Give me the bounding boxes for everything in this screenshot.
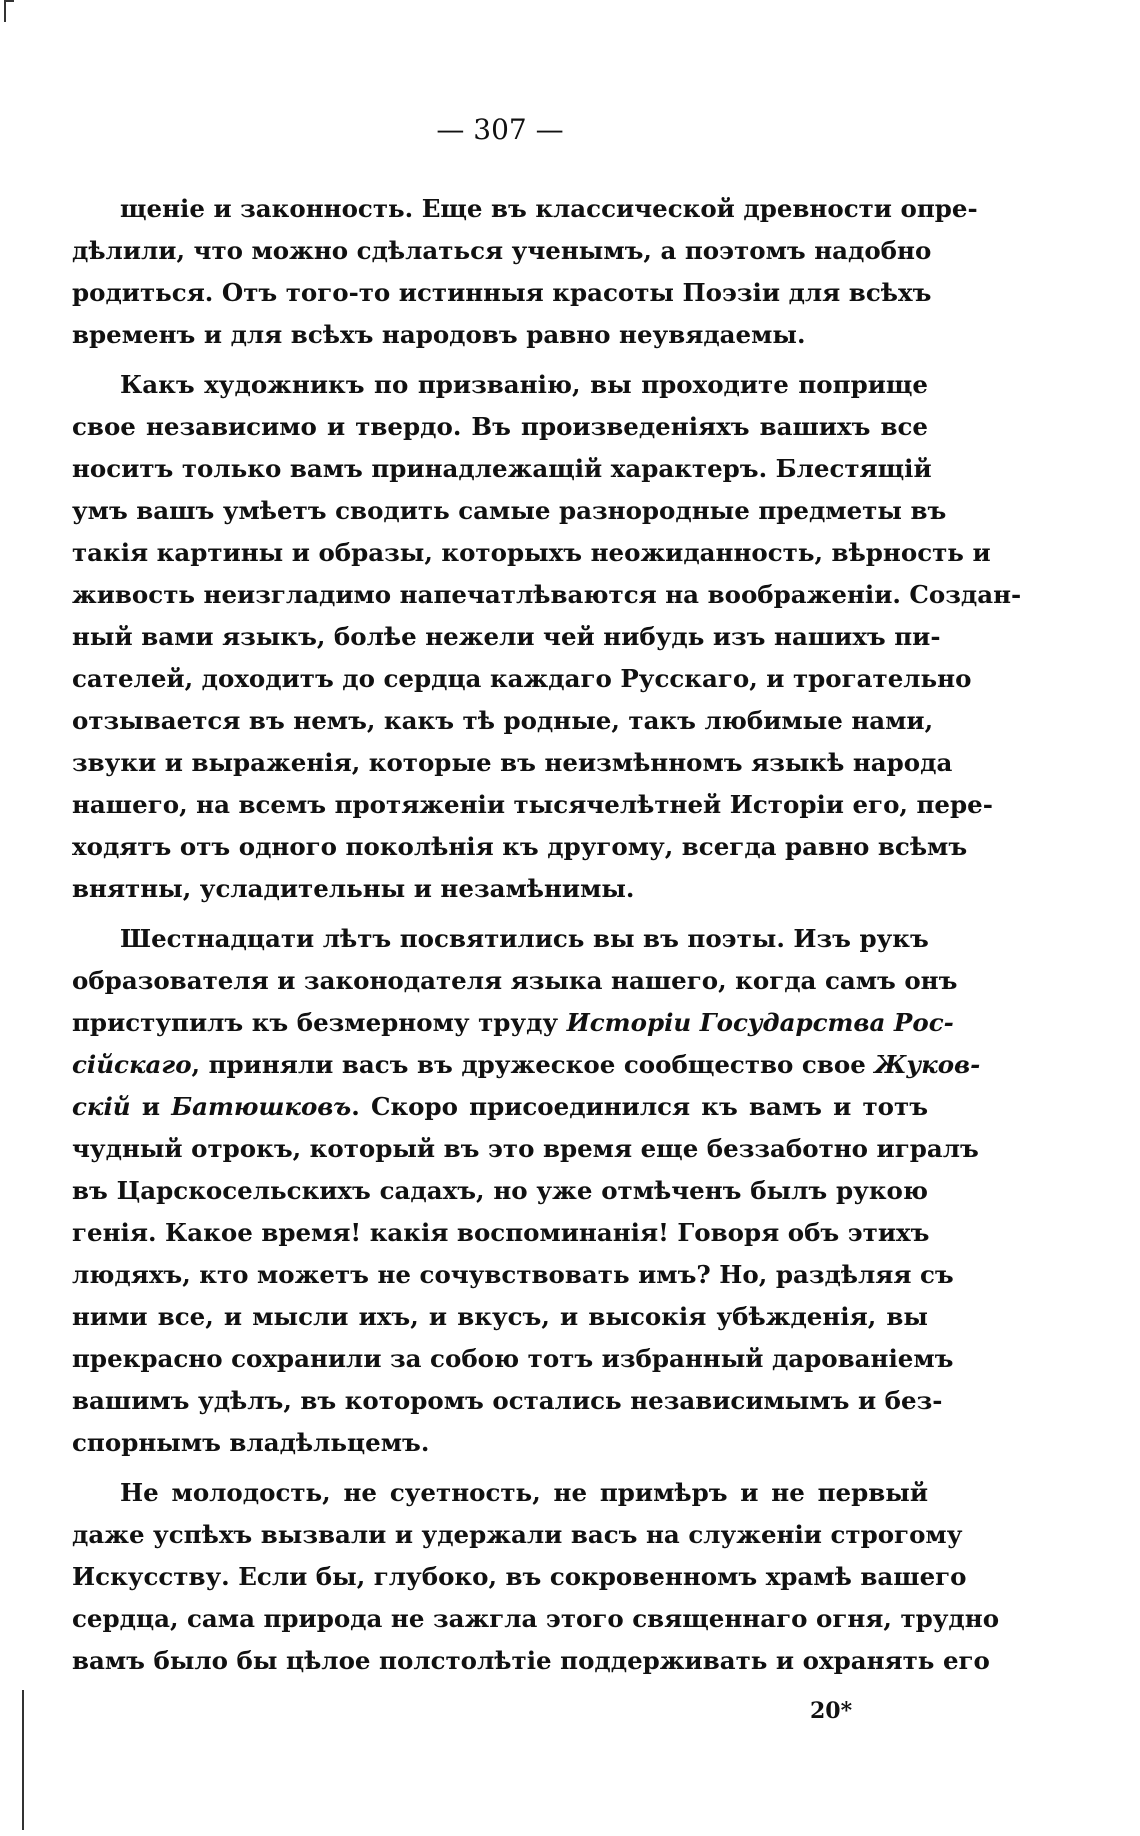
paragraph	[72, 918, 981, 1464]
page-number: — 307 —	[436, 113, 564, 146]
text-line: свое независимо и твердо. Въ произведеніяхъ вашихъ все	[72, 412, 928, 441]
text-line	[72, 1128, 979, 1170]
text-line: умъ вашъ умѣетъ сводить самые разнородные предметы въ	[72, 496, 947, 525]
text-line: живость неизгладимо напечатлѣваются на воображеніи. Создан-	[72, 580, 1022, 609]
text-line: внятны, усладительны и незамѣнимы.	[72, 874, 635, 903]
text-line: щеніе и законность. Еще въ классической древности опре-	[120, 194, 978, 223]
text-line	[72, 1380, 943, 1422]
text-line	[72, 1212, 928, 1254]
text-line: нашего, на всемъ протяженіи тысячелѣтней Исторіи его, пере-	[72, 790, 993, 819]
italic-text: Жуков-	[874, 1050, 981, 1079]
text-line	[72, 918, 928, 960]
text-line: временъ и для всѣхъ народовъ равно неувядаемы.	[72, 320, 806, 349]
text-line: дѣлили, что можно сдѣлаться ученымъ, а поэтомъ надобно	[72, 236, 932, 265]
italic-text: скій	[72, 1092, 131, 1121]
text-line: носитъ только вамъ принадлежащій характеръ. Блестящій	[72, 454, 932, 483]
text-line	[72, 1086, 928, 1128]
text-line: вамъ было бы цѣлое полстолѣтіе поддерживать и охранять его	[72, 1646, 990, 1675]
text-line: даже успѣхъ вызвали и удержали васъ на служеніи строгому	[72, 1520, 963, 1549]
paragraph	[72, 188, 978, 356]
text-segment: Шестнадцати лѣтъ посвятились вы въ поэты. Изъ рукъ	[120, 924, 929, 953]
text-segment: генія. Какое время! какія воспоминанія! Говоря объ этихъ	[72, 1218, 930, 1247]
text-line: сателей, доходитъ до сердца каждаго Русскаго, и трогательно	[72, 664, 972, 693]
text-segment: чудный отрокъ, который въ это время еще беззаботно игралъ	[72, 1134, 979, 1163]
text-segment: вашимъ удѣлъ, въ которомъ остались независимымъ и без-	[72, 1386, 943, 1415]
text-line	[72, 1422, 928, 1464]
text-segment: людяхъ, кто можетъ не сочувствовать имъ? Но, раздѣляя съ	[72, 1260, 954, 1289]
text-line	[72, 1338, 954, 1380]
text-segment: ними все, и мысли ихъ, и вкусъ, и высокія убѣжденія, вы	[72, 1302, 928, 1331]
text-line: отзывается въ немъ, какъ тѣ родные, такъ любимые нами,	[72, 706, 934, 735]
text-line: Какъ художникъ по призванію, вы проходите поприще	[120, 370, 928, 399]
italic-text: сійскаго	[72, 1050, 192, 1079]
text-line	[72, 1044, 981, 1086]
text-line	[72, 1002, 954, 1044]
text-segment: . Скоро присоединился къ вамъ и тотъ	[351, 1092, 928, 1121]
paragraph	[72, 1472, 1000, 1682]
text-line: звуки и выраженія, которые въ неизмѣнномъ языкѣ народа	[72, 748, 953, 777]
text-line: ходятъ отъ одного поколѣнія къ другому, всегда равно всѣмъ	[72, 832, 968, 861]
text-line: такія картины и образы, которыхъ неожиданность, вѣрность и	[72, 538, 991, 567]
scan-edge-mark	[22, 1690, 24, 1830]
text-line: Искусству. Если бы, глубоко, въ сокровенномъ храмѣ вашего	[72, 1562, 967, 1591]
scan-edge-mark	[4, 0, 6, 22]
text-segment: и	[130, 1092, 172, 1121]
text-line	[72, 1170, 928, 1212]
italic-text: Батюшковъ	[171, 1092, 352, 1121]
text-line	[72, 1296, 928, 1338]
text-line: Не молодость, не суетность, не примѣръ и не первый	[120, 1478, 928, 1507]
text-line	[72, 1254, 954, 1296]
text-segment: въ Царскосельскихъ садахъ, но уже отмѣченъ былъ рукою	[72, 1176, 928, 1205]
text-segment: образователя и законодателя языка нашего, когда самъ онъ	[72, 966, 958, 995]
text-line: сердца, сама природа не зажгла этого священнаго огня, трудно	[72, 1604, 1000, 1633]
text-segment: спорнымъ владѣльцемъ.	[72, 1428, 430, 1457]
body-text	[72, 188, 1022, 1682]
scan-edge-mark	[6, 0, 14, 2]
text-segment: , приняли васъ въ дружеское сообщество свое	[191, 1050, 875, 1079]
text-segment: приступилъ къ безмерному труду	[72, 1008, 567, 1037]
italic-text: Исторіи Государства Рос-	[566, 1008, 954, 1037]
text-line	[72, 960, 958, 1002]
text-segment: прекрасно сохранили за собою тотъ избранный дарованіемъ	[72, 1344, 954, 1373]
text-line: ный вами языкъ, болѣе нежели чей нибудь изъ нашихъ пи-	[72, 622, 941, 651]
text-line: родиться. Отъ того-то истинныя красоты Поэзіи для всѣхъ	[72, 278, 932, 307]
signature-mark: 20*	[810, 1698, 853, 1724]
paragraph	[72, 364, 1022, 910]
